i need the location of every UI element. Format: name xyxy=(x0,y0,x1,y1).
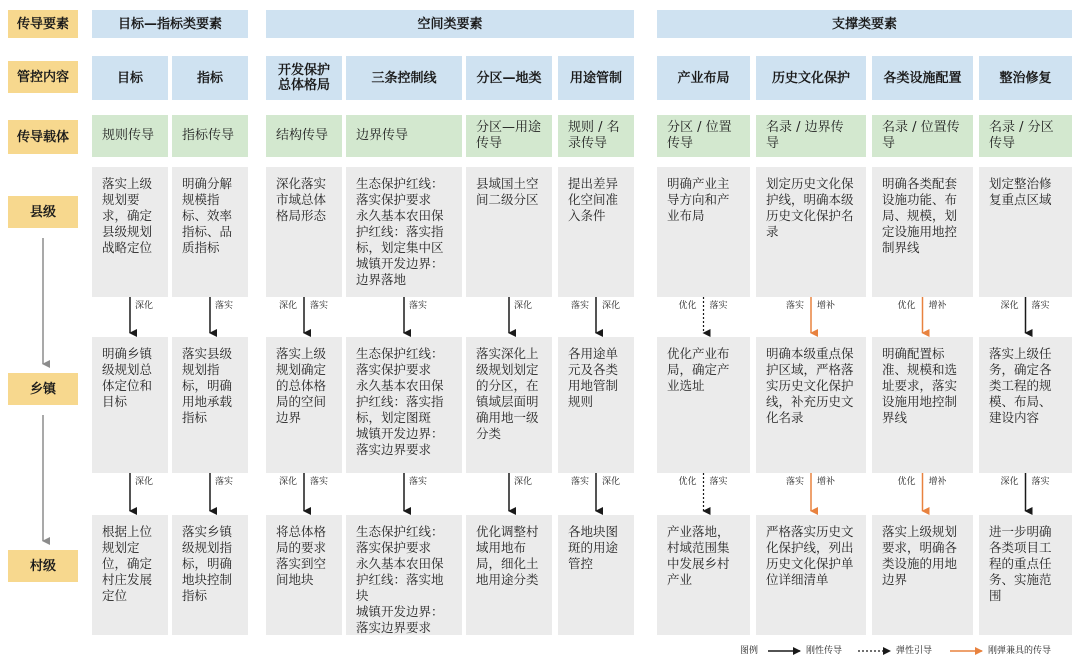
carrier-renovation: 名录 / 分区传导 xyxy=(979,115,1072,157)
township-cell-facilities: 明确配置标准、规模和选址要求，落实设施用地控制界线 xyxy=(872,337,973,473)
control-facilities: 各类设施配置 xyxy=(872,56,973,100)
arrow-label-right: 落实 xyxy=(310,477,329,487)
township-cell-renovation: 落实上级任务，确定各类工程的规模、布局、建设内容 xyxy=(979,337,1072,473)
arrow-label-right: 增补 xyxy=(817,477,836,487)
township-cell-heritage: 明确本级重点保护区域，严格落实历史文化保护线，补充历史文化名录 xyxy=(756,337,866,473)
legend-label-rigid: 刚性传导 xyxy=(806,646,843,656)
row-label-control: 管控内容 xyxy=(8,61,78,93)
arrow-label: 深化 xyxy=(135,477,154,487)
township-cell-three-lines: 生态保护红线：落实保护要求 永久基本农田保护红线：落实指标，划定图斑 城镇开发边界：落实边界要求 xyxy=(346,337,462,473)
arrow-label: 落实 xyxy=(409,477,428,487)
arrow-label-right: 增补 xyxy=(928,301,947,311)
row-label-county: 县级 xyxy=(8,196,78,228)
legend-label-flexible: 弹性引导 xyxy=(896,646,933,656)
arrow-label: 落实 xyxy=(409,301,428,311)
arrow-label-right: 落实 xyxy=(709,301,728,311)
control-indicator: 指标 xyxy=(172,56,248,100)
carrier-indicator: 指标传导 xyxy=(172,115,248,157)
carrier-zoning: 分区—用途传导 xyxy=(466,115,552,157)
township-cell-dev-pattern: 落实上级规划确定的总体格局的空间边界 xyxy=(266,337,342,473)
row-label-carrier: 传导载体 xyxy=(8,120,78,154)
control-renovation: 整治修复 xyxy=(979,56,1072,100)
arrow-label-right: 落实 xyxy=(1031,301,1050,311)
arrow-label-left: 优化 xyxy=(897,477,916,487)
arrow-label-left: 落实 xyxy=(571,477,590,487)
arrow-label-right: 增补 xyxy=(928,477,947,487)
carrier-industry: 分区 / 位置传导 xyxy=(657,115,750,157)
control-use-control: 用途管制 xyxy=(558,56,634,100)
county-cell-target: 落实上级规划要求，确定县级规划战略定位 xyxy=(92,167,168,297)
carrier-use-control: 规则 / 名录传导 xyxy=(558,115,634,157)
village-cell-indicator: 落实乡镇级规划指标，明确地块控制指标 xyxy=(172,515,248,635)
arrow-label: 落实 xyxy=(215,477,234,487)
village-cell-dev-pattern: 将总体格局的要求落实到空间地块 xyxy=(266,515,342,635)
village-cell-three-lines: 生态保护红线：落实保护要求 永久基本农田保护红线：落实地块 城镇开发边界：落实边界要求 xyxy=(346,515,462,635)
carrier-heritage: 名录 / 边界传导 xyxy=(756,115,866,157)
arrow-label-right: 落实 xyxy=(1031,477,1050,487)
arrow-label: 深化 xyxy=(514,477,533,487)
arrow-label: 落实 xyxy=(215,301,234,311)
arrow-label-right: 落实 xyxy=(310,301,329,311)
group-header-target-indicator: 目标—指标类要素 xyxy=(92,10,248,38)
county-cell-heritage: 划定历史文化保护线，明确本级历史文化保护名录 xyxy=(756,167,866,297)
county-cell-dev-pattern: 深化落实市域总体格局形态 xyxy=(266,167,342,297)
control-zoning: 分区—地类 xyxy=(466,56,552,100)
county-cell-use-control: 提出差异化空间准入条件 xyxy=(558,167,634,297)
arrow-label-left: 优化 xyxy=(897,301,916,311)
village-cell-zoning: 优化调整村域用地布局，细化土地用途分类 xyxy=(466,515,552,635)
legend-label-mixed: 刚弹兼具的传导 xyxy=(988,646,1052,656)
group-header-spatial: 空间类要素 xyxy=(266,10,634,38)
arrow-label-right: 落实 xyxy=(709,477,728,487)
control-industry: 产业布局 xyxy=(657,56,750,100)
arrow-label-right: 增补 xyxy=(817,301,836,311)
township-cell-zoning: 落实深化上级规划划定的分区，在镇域层面明确用地一级分类 xyxy=(466,337,552,473)
carrier-target: 规则传导 xyxy=(92,115,168,157)
arrow-label-left: 深化 xyxy=(1000,477,1019,487)
county-cell-industry: 明确产业主导方向和产业布局 xyxy=(657,167,750,297)
county-cell-zoning: 县域国土空间二级分区 xyxy=(466,167,552,297)
control-target: 目标 xyxy=(92,56,168,100)
control-heritage: 历史文化保护 xyxy=(756,56,866,100)
arrow-label-right: 深化 xyxy=(602,477,621,487)
arrow-label-left: 深化 xyxy=(279,301,298,311)
carrier-facilities: 名录 / 位置传导 xyxy=(872,115,973,157)
county-cell-three-lines: 生态保护红线：落实保护要求 永久基本农田保护红线：落实指标，划定集中区 城镇开发边界：边界落地 xyxy=(346,167,462,297)
arrow-label-left: 落实 xyxy=(786,301,805,311)
legend-title: 图例 xyxy=(740,646,759,656)
arrow-label: 深化 xyxy=(514,301,533,311)
township-cell-target: 明确乡镇级规划总体定位和目标 xyxy=(92,337,168,473)
arrow-label: 深化 xyxy=(135,301,154,311)
village-cell-renovation: 进一步明确各类项目工程的重点任务、实施范围 xyxy=(979,515,1072,635)
control-three-lines: 三条控制线 xyxy=(346,56,462,100)
control-dev-pattern: 开发保护 总体格局 xyxy=(266,56,342,100)
village-cell-use-control: 各地块图斑的用途管控 xyxy=(558,515,634,635)
arrow-label-left: 落实 xyxy=(571,301,590,311)
arrow-label-left: 深化 xyxy=(279,477,298,487)
county-cell-indicator: 明确分解规模指标、效率指标、品质指标 xyxy=(172,167,248,297)
village-cell-facilities: 落实上级规划要求，明确各类设施的用地边界 xyxy=(872,515,973,635)
carrier-dev-pattern: 结构传导 xyxy=(266,115,342,157)
village-cell-industry: 产业落地，村域范围集中发展乡村产业 xyxy=(657,515,750,635)
group-header-support: 支撑类要素 xyxy=(657,10,1072,38)
county-cell-facilities: 明确各类配套设施功能、布局、规模，划定设施用地控制界线 xyxy=(872,167,973,297)
arrow-label-left: 优化 xyxy=(678,301,697,311)
village-cell-target: 根据上位规划定位，确定村庄发展定位 xyxy=(92,515,168,635)
arrow-label-left: 优化 xyxy=(678,477,697,487)
row-label-township: 乡镇 xyxy=(8,373,78,405)
township-cell-indicator: 落实县级规划指标，明确用地承载指标 xyxy=(172,337,248,473)
township-cell-use-control: 各用途单元及各类用地管制规则 xyxy=(558,337,634,473)
carrier-three-lines: 边界传导 xyxy=(346,115,462,157)
township-cell-industry: 优化产业布局，确定产业选址 xyxy=(657,337,750,473)
row-label-element: 传导要素 xyxy=(8,10,78,38)
arrow-label-left: 落实 xyxy=(786,477,805,487)
arrow-label-right: 深化 xyxy=(602,301,621,311)
row-label-village: 村级 xyxy=(8,550,78,582)
county-cell-renovation: 划定整治修复重点区域 xyxy=(979,167,1072,297)
arrow-label-left: 深化 xyxy=(1000,301,1019,311)
village-cell-heritage: 严格落实历史文化保护线，列出历史文化保护单位详细清单 xyxy=(756,515,866,635)
